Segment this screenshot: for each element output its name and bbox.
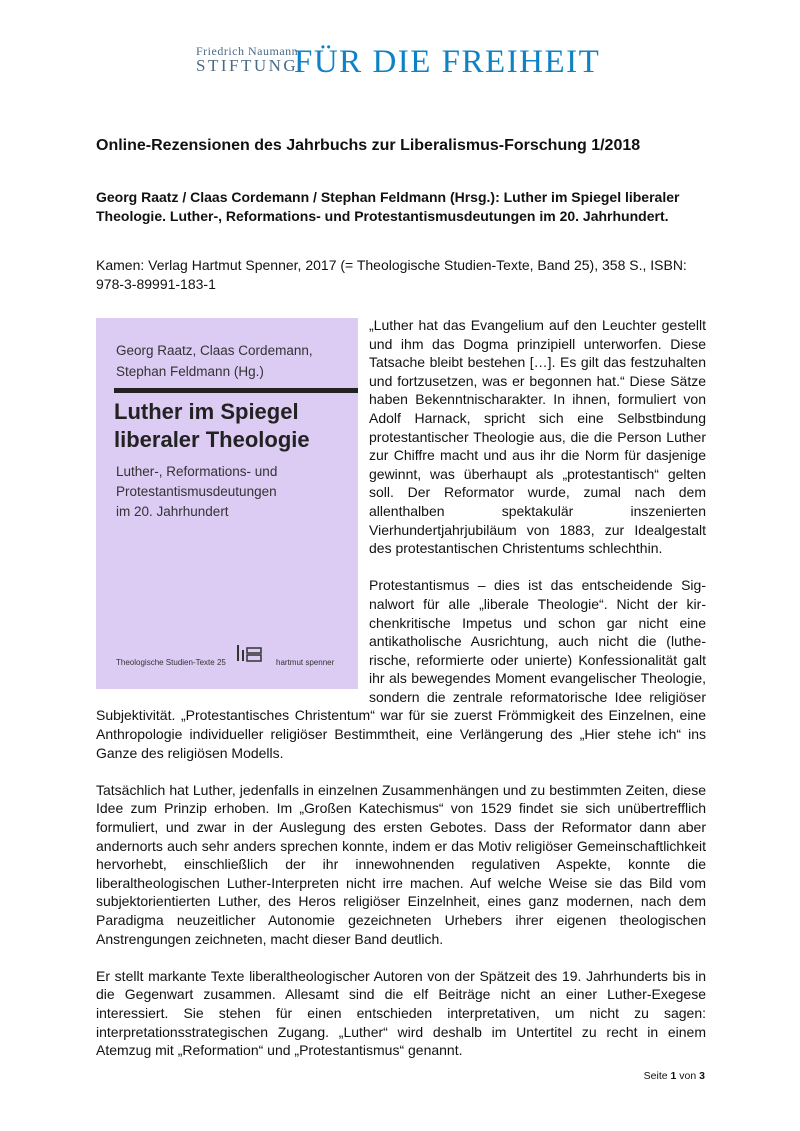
footer-page-number: 1 bbox=[670, 1070, 677, 1082]
footer-label: Seite bbox=[643, 1070, 668, 1082]
logo-line-1: Friedrich Naumann bbox=[196, 44, 299, 58]
cover-authors-line-1: Georg Raatz, Claas Cordemann, bbox=[116, 343, 313, 358]
paragraph-2: Protestantismus – dies ist das entscheidende Signalwort für alle „liberale Theologie“. Nicht der kirchenkritische Impetus und schon gar nicht eine antikatholische Ausrichtung, auch nicht die (lutherische, reformierte oder unierte) Konfessionalität galt ihr als bewegendes Moment evangelischer Theologie, sondern die zentrale reformatorische Idee religiöser Subjektivität. „Protestantisches Christentum“ war für sie zuerst Frömmigkeit des Einzelnen, eine Anthropologie individueller religiöser Bestimmtheit, eine Verlängerung des „Hier stehe ich“ ins Ganze des religiösen Modells. bbox=[96, 577, 706, 761]
foundation-logo bbox=[196, 44, 616, 80]
publication-info: Kamen: Verlag Hartmut Spenner, 2017 (= Theologische Studien-Texte, Band 25), 358 S., ISBN: 978-3-89991-183-1 bbox=[96, 257, 687, 292]
paragraph-3: Tatsächlich hat Luther, jedenfalls in einzelnen Zusammenhängen und zu bestimmten Zeiten, diese Idee zum Prinzip erhoben. Im „Großen Katechismus“ von 1529 findet sie sich unübertrefflich formuliert, und zwar in der Auslegung des ersten Gebotes. Dass der Reformator dann aber andernorts auch sehr anders sprechen konnte, indem er das Motiv religiöser Gemeinschaftlichkeit hervorhebt, einschließlich der ihr innewohnenden regulativen Aspekte, konnte die liberaltheologischen Luther-Interpreten nicht irre machen. Auf welche Weise sie das Bild vom subjektorientierten Luther, des Heros religiöser Einzelnheit, eines ganz modernen, nach dem Paradigma neuzeitlicher Autonomie gezeichneten Urhebers ihrer eigenen theologischen Anstrengungen zeichneten, macht dieser Band deutlich. bbox=[96, 781, 706, 947]
cover-authors-line-2: Stephan Feldmann (Hg.) bbox=[116, 364, 264, 379]
cover-series: Theologische Studien-Texte 25 bbox=[116, 658, 226, 667]
cover-title-line-2: liberaler Theologie bbox=[114, 427, 310, 452]
paragraph-4: Er stellt markante Texte liberaltheologischer Autoren von der Spätzeit des 19. Jahrhunderts bis in die Gegenwart zusammen. Allesamt sind die elf Beiträge nicht an einer Luther-Exegese interessiert. Sie stehen für einen entschieden interpretativen, um nicht zu sagen: interpretationsstrategischen Zugang. „Luther“ wird deshalb im Untertitel zu recht in einem Atemzug mit „Reformation“ und „Protestantismus“ genannt. bbox=[96, 967, 706, 1059]
footer-separator: von bbox=[679, 1070, 697, 1082]
logo-tagline: FÜR DIE FREIHEIT bbox=[294, 44, 601, 80]
footer-page-total: 3 bbox=[699, 1070, 705, 1082]
logo-line-2: STIFTUNG bbox=[196, 56, 299, 75]
paragraph-1: „Luther hat das Evangelium auf den Leuchter gestellt und ihm das Dogma prinzipiell unterworfen. Diese Tatsache bleibt bestehen […]. Es gilt das festzuhalten und fortzusetzen, was er begonnen hat.“ Diese Sätze haben Bekenntnischarakter. In ihnen, formuliert von Adolf Harnack, spricht sich eine Selbstbindung protestantischer Theologie aus, die die Person Luther zur Chiffre macht und aus ihr die Norm für dasjenige gewinnt, was überhaupt als „protestantisch“ gelten soll. Der Reformator wurde, zumal nach dem allenthalben spektakulär inszenierten Vierhundertjahrjubiläum von 1883, zur Idealgestalt des protestantischen Christentums schlechthin. bbox=[369, 317, 706, 557]
cover-subtitle-line-3: im 20. Jahrhundert bbox=[116, 504, 229, 519]
cover-subtitle-line-2: Protestantismusdeutungen bbox=[116, 484, 277, 499]
cover-subtitle-line-1: Luther-, Reformations- und bbox=[116, 464, 278, 479]
cover-publisher: hartmut spenner bbox=[276, 658, 335, 667]
cover-title-line-1: Luther im Spiegel bbox=[114, 399, 299, 424]
book-heading: Georg Raatz / Claas Cordemann / Stephan Feldmann (Hrsg.): Luther im Spiegel liberaler Theologie. Luther-, Reformations- und Protestantismusdeutungen im 20. Jahrhundert. bbox=[96, 189, 680, 224]
cover-float-spacer bbox=[96, 316, 369, 701]
review-body bbox=[96, 316, 706, 1078]
page-footer bbox=[560, 1070, 705, 1082]
page-title: Online-Rezensionen des Jahrbuchs zur Liberalismus-Forschung 1/2018 bbox=[96, 137, 641, 154]
